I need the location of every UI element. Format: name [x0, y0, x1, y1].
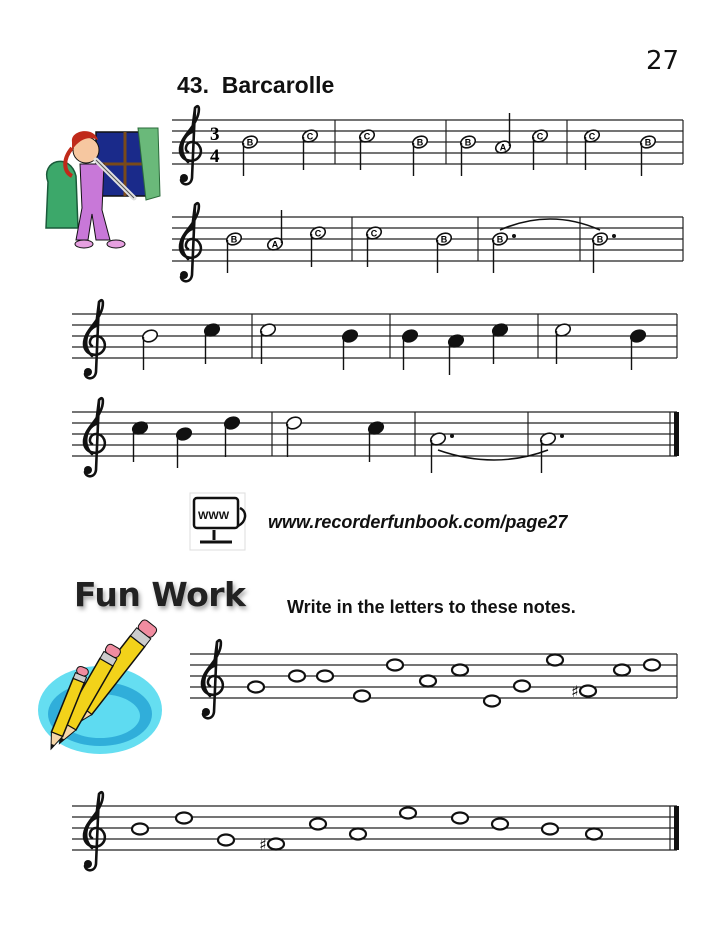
note-head [547, 655, 563, 666]
note-letter: C [306, 131, 314, 142]
dot [560, 434, 564, 438]
note-letter: B [496, 234, 504, 245]
www-icon-text: WWW [198, 510, 230, 522]
note-letter: B [230, 234, 238, 245]
note-head [514, 681, 530, 692]
note-letter: C [588, 131, 596, 142]
note-head [354, 691, 370, 702]
dot [512, 234, 516, 238]
note-letter: B [644, 137, 652, 148]
note-head [492, 819, 508, 830]
note-head [586, 829, 602, 840]
note-head [289, 671, 305, 682]
staff-3 [72, 300, 677, 378]
note-head [452, 665, 468, 676]
time-signature-bottom: 4 [210, 146, 220, 167]
note-head [176, 813, 192, 824]
note-head [132, 824, 148, 835]
note-letter: B [440, 234, 448, 245]
website-link[interactable]: www.recorderfunbook.com/page27 [268, 512, 568, 532]
fun-work-heading: Fun Work [74, 575, 246, 614]
time-signature-top: 3 [210, 124, 220, 145]
www-computer-icon [190, 493, 245, 550]
note-letter: B [416, 137, 424, 148]
staff-2 [172, 203, 683, 281]
page-number: 27 [646, 46, 680, 76]
instructions-text: Write in the letters to these notes. [287, 597, 576, 617]
piece-name: Barcarolle [221, 72, 335, 98]
note-head [580, 686, 596, 697]
notes-group [131, 113, 660, 854]
note-head [310, 819, 326, 830]
note-letter: B [246, 137, 254, 148]
treble-clef-icon [84, 300, 105, 378]
note-head [614, 665, 630, 676]
note-head [248, 682, 264, 693]
note-letter: C [314, 228, 322, 239]
sharp-icon: ♯ [571, 682, 579, 701]
note-head [420, 676, 436, 687]
note-letter: C [363, 131, 371, 142]
treble-clef-icon [84, 398, 105, 476]
note-letter: A [499, 142, 507, 153]
note-letter: A [271, 239, 279, 250]
note-head [644, 660, 660, 671]
dot [612, 234, 616, 238]
note-head [484, 696, 500, 707]
note-letter: C [370, 228, 378, 239]
treble-clef-icon [180, 106, 201, 184]
note-head [317, 671, 333, 682]
staff-4 [72, 398, 679, 476]
note-head [218, 835, 234, 846]
note-head [350, 829, 366, 840]
note-head [268, 839, 284, 850]
treble-clef-icon [202, 640, 223, 718]
pencils-illustration [38, 618, 162, 754]
note-letter: B [596, 234, 604, 245]
note-head [452, 813, 468, 824]
tie [438, 450, 548, 460]
piece-number: 43. [177, 72, 209, 98]
treble-clef-icon [180, 203, 201, 281]
note-head [400, 808, 416, 819]
note-letter: C [536, 131, 544, 142]
girl-playing-recorder-illustration [46, 128, 160, 248]
dot [450, 434, 454, 438]
treble-clef-icon [84, 792, 105, 870]
sharp-icon: ♯ [259, 835, 267, 854]
note-head [542, 824, 558, 835]
note-head [387, 660, 403, 671]
note-letter: B [464, 137, 472, 148]
